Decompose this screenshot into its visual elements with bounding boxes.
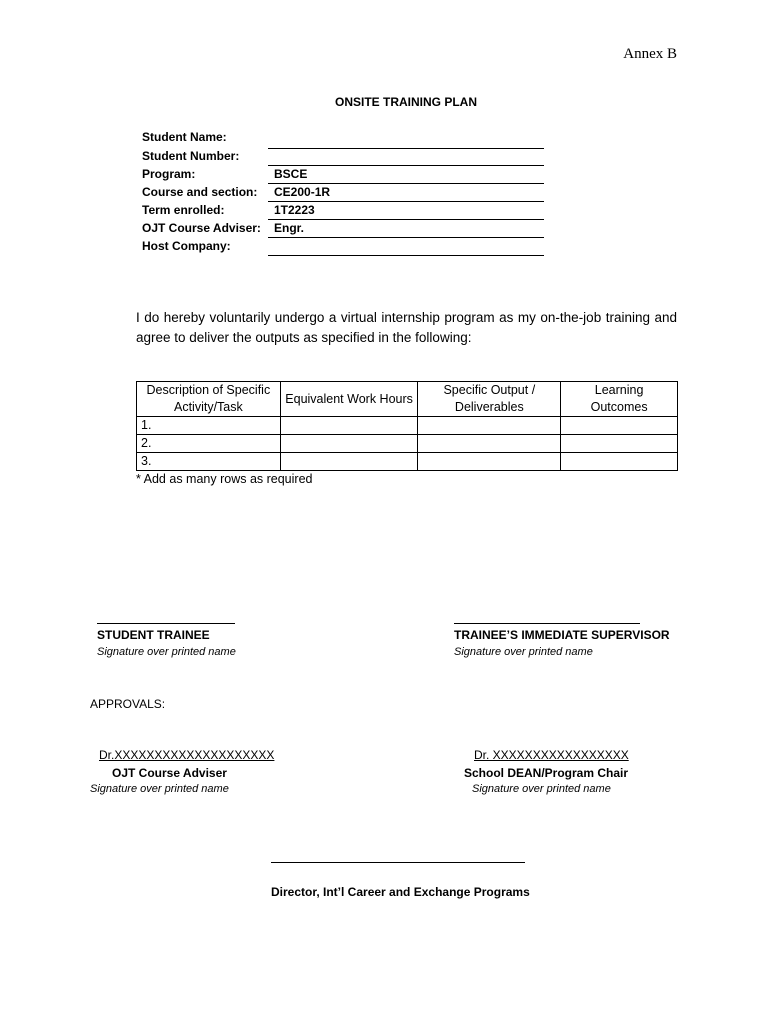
value-ojt-adviser: Engr. xyxy=(274,221,305,235)
dean-name: Dr. XXXXXXXXXXXXXXXXX xyxy=(474,748,629,762)
adviser-name: Dr.XXXXXXXXXXXXXXXXXXXX xyxy=(99,748,275,762)
student-signature-line[interactable] xyxy=(97,623,235,624)
table-cell[interactable] xyxy=(561,453,678,471)
field-program[interactable] xyxy=(268,166,544,184)
table-cell[interactable]: 3. xyxy=(137,453,281,471)
label-student-number: Student Number: xyxy=(142,149,240,163)
label-course-section: Course and section: xyxy=(142,185,258,199)
supervisor-signature-caption: Signature over printed name xyxy=(454,646,593,658)
page-title: ONSITE TRAINING PLAN xyxy=(334,95,477,109)
supervisor-signature-line[interactable] xyxy=(454,623,640,624)
table-cell[interactable] xyxy=(418,417,561,435)
field-student-name[interactable] xyxy=(268,131,544,149)
value-course-section: CE200-1R xyxy=(274,185,331,199)
header-learning-outcomes: Learning Outcomes xyxy=(561,382,678,417)
table-row xyxy=(137,417,678,435)
table-cell[interactable] xyxy=(561,435,678,453)
table-note: * Add as many rows as required xyxy=(136,472,313,486)
dean-title: School DEAN/Program Chair xyxy=(464,766,629,780)
label-host-company: Host Company: xyxy=(142,239,231,253)
field-course-section[interactable] xyxy=(268,184,544,202)
field-host-company[interactable] xyxy=(268,238,544,256)
value-term-enrolled: 1T2223 xyxy=(274,203,315,217)
table-cell[interactable] xyxy=(418,435,561,453)
adviser-signature-caption: Signature over printed name xyxy=(90,783,229,795)
adviser-title: OJT Course Adviser xyxy=(112,766,227,780)
label-ojt-adviser: OJT Course Adviser: xyxy=(142,221,261,235)
field-ojt-adviser[interactable] xyxy=(268,220,544,238)
supervisor-title: TRAINEE’S IMMEDIATE SUPERVISOR xyxy=(454,628,670,642)
table-cell[interactable] xyxy=(418,453,561,471)
table-cell[interactable]: 1. xyxy=(137,417,281,435)
field-student-number[interactable] xyxy=(268,148,544,166)
table-cell[interactable] xyxy=(561,417,678,435)
table-cell[interactable] xyxy=(280,417,418,435)
training-plan-table xyxy=(136,381,678,471)
statement-paragraph: I do hereby voluntarily undergo a virtual internship program as my on-the-job training and agree to deliver the outputs as specified in the following: xyxy=(136,310,677,345)
table-cell[interactable] xyxy=(280,435,418,453)
student-trainee-title: STUDENT TRAINEE xyxy=(97,628,210,642)
label-program: Program: xyxy=(142,167,196,181)
label-term-enrolled: Term enrolled: xyxy=(142,203,225,217)
table-cell[interactable]: 2. xyxy=(137,435,281,453)
annex-label: Annex B xyxy=(623,46,677,62)
approvals-heading: APPROVALS: xyxy=(90,697,166,711)
header-activity: Description of Specific Activity/Task xyxy=(137,382,281,417)
label-student-name: Student Name: xyxy=(142,130,227,144)
table-cell[interactable] xyxy=(280,453,418,471)
dean-signature-caption: Signature over printed name xyxy=(472,783,611,795)
student-signature-caption: Signature over printed name xyxy=(97,646,236,658)
table-row xyxy=(137,435,678,453)
value-program: BSCE xyxy=(274,167,308,181)
table-header-row xyxy=(137,382,678,417)
director-signature-line[interactable] xyxy=(271,862,525,863)
header-deliverables: Specific Output / Deliverables xyxy=(418,382,561,417)
header-work-hours: Equivalent Work Hours xyxy=(280,382,418,417)
table-row xyxy=(137,453,678,471)
director-title: Director, Int’l Career and Exchange Programs xyxy=(271,885,530,899)
field-term-enrolled[interactable] xyxy=(268,202,544,220)
